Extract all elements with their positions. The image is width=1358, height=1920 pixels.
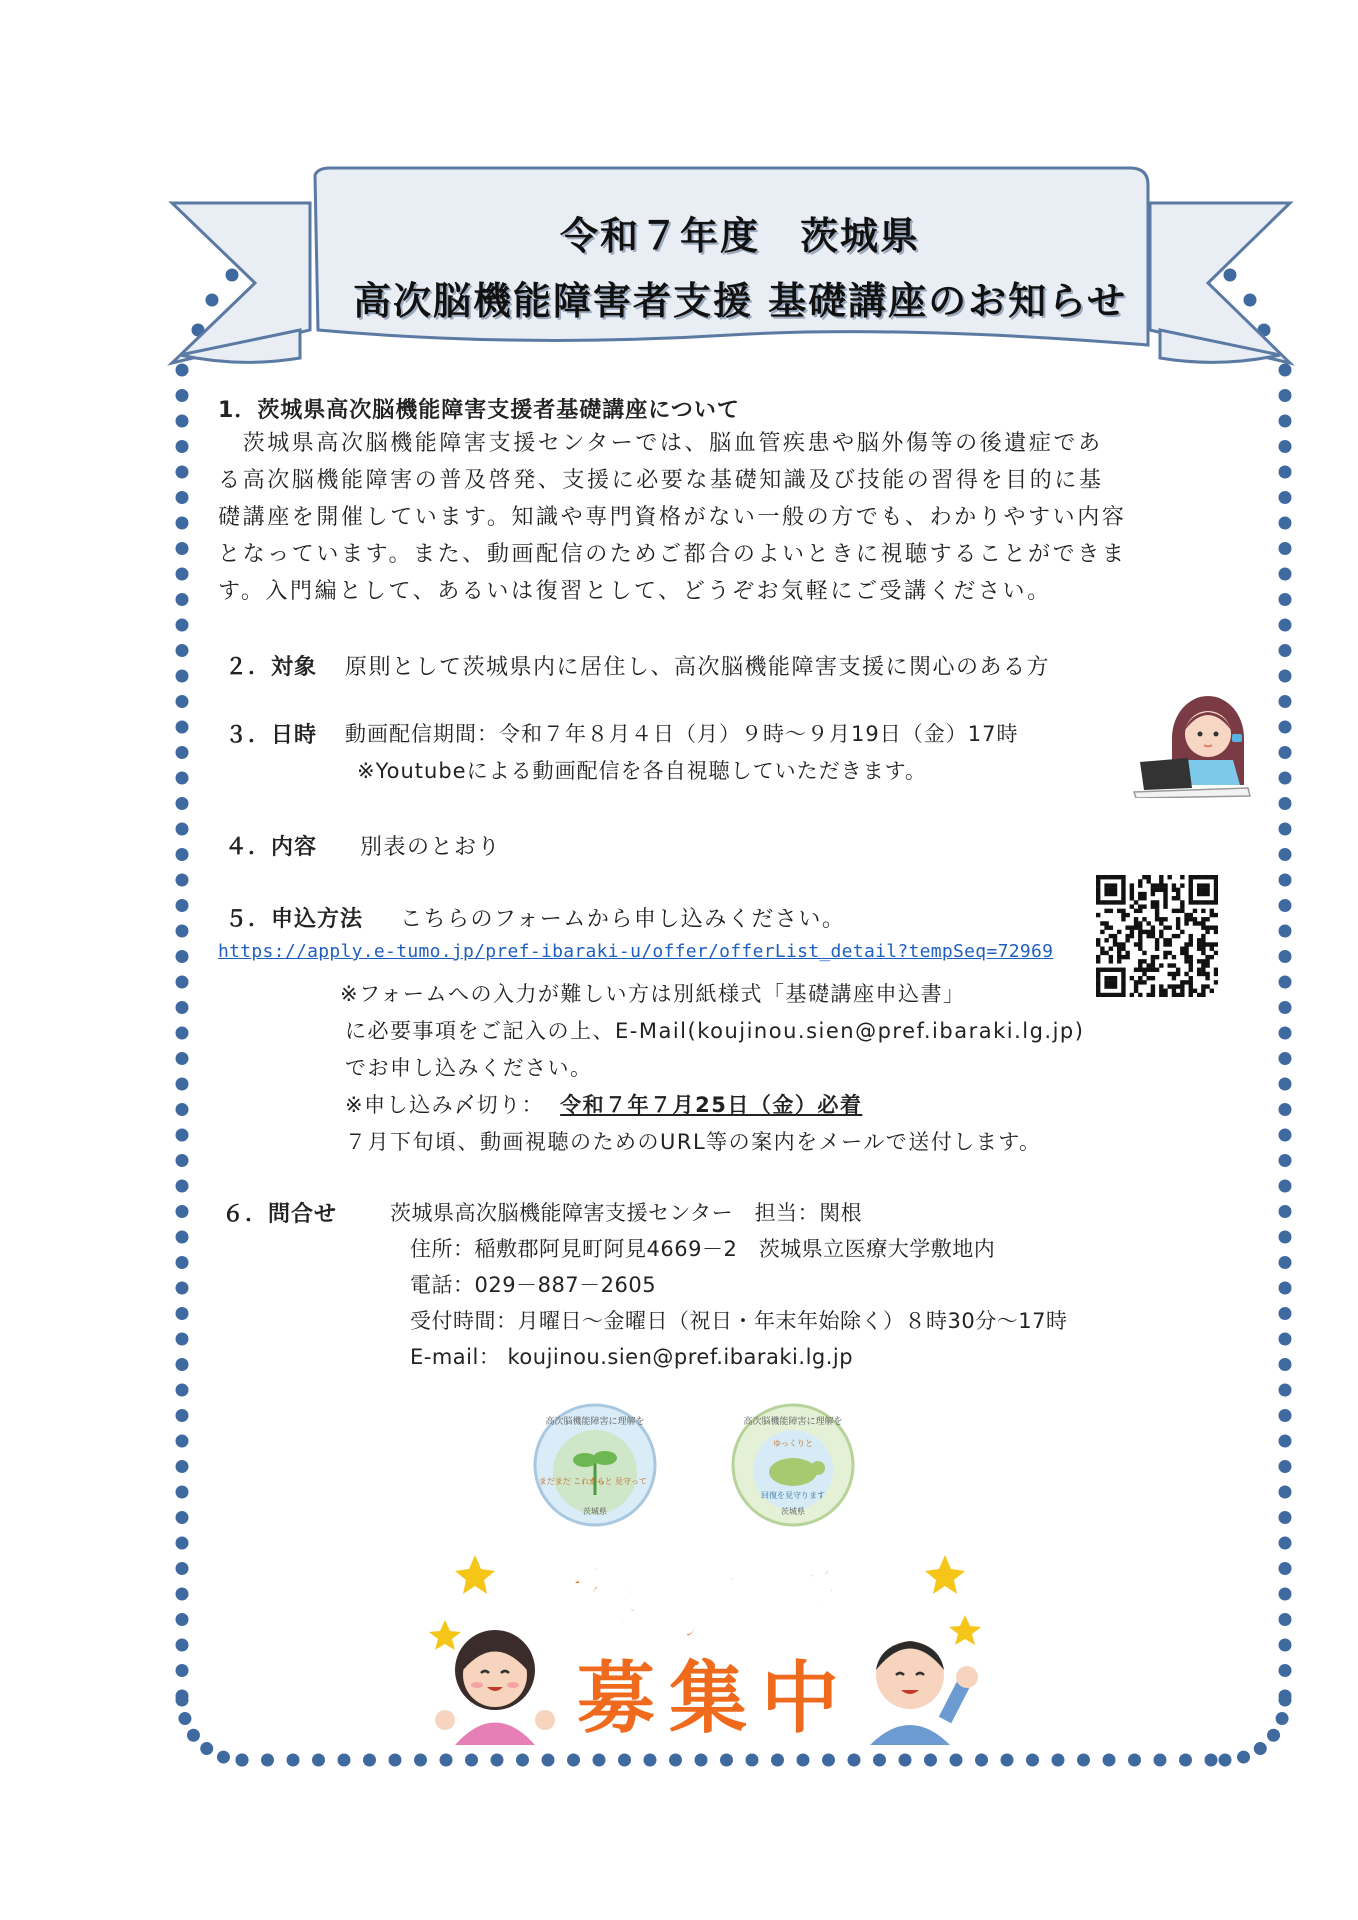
- star-icon: [429, 1620, 461, 1650]
- section-1-heading: 1．茨城県高次脳機能障害支援者基礎講座について: [218, 398, 740, 423]
- badge-right-top: ゆっくりと: [773, 1439, 813, 1448]
- section-5-heading: ５．申込方法: [225, 907, 364, 932]
- badge-left-inner-right: ずっと 見守って: [588, 1477, 648, 1486]
- section-5-note-4: ７月下旬頃、動画視聴のためのURL等の案内をメールで送付します。: [345, 1130, 1042, 1154]
- contact-email: E-mail： koujinou.sien@pref.ibaraki.lg.jp: [410, 1345, 854, 1369]
- title-line-1: 令和７年度 茨城県: [559, 214, 920, 258]
- section-1-line: 茨城県高次脳機能障害支援センターでは、脳血管疾患や脳外傷等の後遺症であ: [218, 431, 1103, 456]
- awareness-badge-right: [728, 1400, 858, 1530]
- section-1-line: 礎講座を開催しています。知識や専門資格がない一般の方でも、わかりやすい内容: [218, 505, 1127, 530]
- section-5-text: こちらのフォームから申し込みください。: [400, 907, 846, 932]
- star-icon: [949, 1615, 981, 1645]
- deadline-row: [345, 1089, 862, 1119]
- awareness-badge-left: [530, 1400, 660, 1530]
- badge-left-inner-left: まだまだ これから: [538, 1477, 606, 1486]
- section-1-body: [218, 425, 1168, 610]
- section-5-note-2: に必要事項をご記入の上、E-Mail(koujinou.sien@pref.ibaraki.lg.jp): [345, 1019, 1085, 1043]
- section-5-note-3: でお申し込みください。: [345, 1056, 593, 1080]
- recruit-decorations: [415, 1545, 995, 1745]
- deadline-label: ※申し込み〆切り：: [345, 1093, 545, 1117]
- title-line-2: 高次脳機能障害者支援 基礎講座のお知らせ: [352, 279, 1128, 323]
- deadline-date: 令和７年７月25日（金）必着: [560, 1093, 863, 1117]
- section-3-heading: ３．日時: [225, 723, 318, 748]
- star-icon: [925, 1555, 965, 1594]
- contact-address: 住所：稲敷郡阿見町阿見4669－2 茨城県立医療大学敷地内: [410, 1237, 996, 1261]
- badge-right-inner: 回復を見守ります: [761, 1491, 825, 1500]
- section-5-note-1: ※フォームへの入力が難しい方は別紙様式「基礎講座申込書」: [340, 982, 966, 1006]
- section-6-heading: ６．問合せ: [222, 1202, 338, 1227]
- badge-right-bottom: 茨城県: [781, 1507, 805, 1516]
- contact-tel: 電話：029－887－2605: [410, 1273, 657, 1297]
- badge-left-ring-text: 高次脳機能障害に理解を: [545, 1417, 645, 1427]
- badge-left-bottom: 茨城県: [583, 1507, 607, 1516]
- recruit-line-1: 参加者: [559, 1558, 860, 1653]
- section-1-line: す。入門編として、あるいは復習として、どうぞお気軽にご受講ください。: [218, 579, 1052, 604]
- girl-laptop-illustration: [1128, 690, 1256, 798]
- section-2-heading: ２．対象: [225, 655, 318, 680]
- badge-right-ring-text: 高次脳機能障害に理解を: [743, 1417, 843, 1427]
- application-form-link[interactable]: https://apply.e-tumo.jp/pref-ibaraki-u/offer/offerList_detail?tempSeq=72969: [218, 941, 1054, 962]
- section-4-text: 別表のとおり: [360, 835, 502, 860]
- section-1-line: る高次脳機能障害の普及啓発、支援に必要な基礎知識及び技能の習得を目的に基: [218, 468, 1104, 493]
- qr-code[interactable]: [1096, 875, 1218, 997]
- section-1-line: となっています。また、動画配信のためご都合のよいときに視聴することができま: [218, 542, 1127, 567]
- boy-cheering-illustration: [870, 1641, 978, 1745]
- section-4-heading: ４．内容: [225, 835, 318, 860]
- section-3-note: ※Youtubeによる動画配信を各自視聴していただきます。: [357, 759, 927, 783]
- star-icon: [455, 1555, 495, 1594]
- contact-hours: 受付時間：月曜日～金曜日（祝日・年末年始除く）８時30分～17時: [410, 1309, 1068, 1333]
- section-2-text: 原則として茨城県内に居住し、高次脳機能障害支援に関心のある方: [345, 655, 1051, 680]
- section-3-text: 動画配信期間：令和７年８月４日（月）９時～９月19日（金）17時: [345, 722, 1019, 746]
- contact-org: 茨城県高次脳機能障害支援センター 担当：関根: [390, 1201, 863, 1225]
- ribbon-banner: [172, 168, 1290, 363]
- recruit-line-2: 募集中: [576, 1654, 853, 1744]
